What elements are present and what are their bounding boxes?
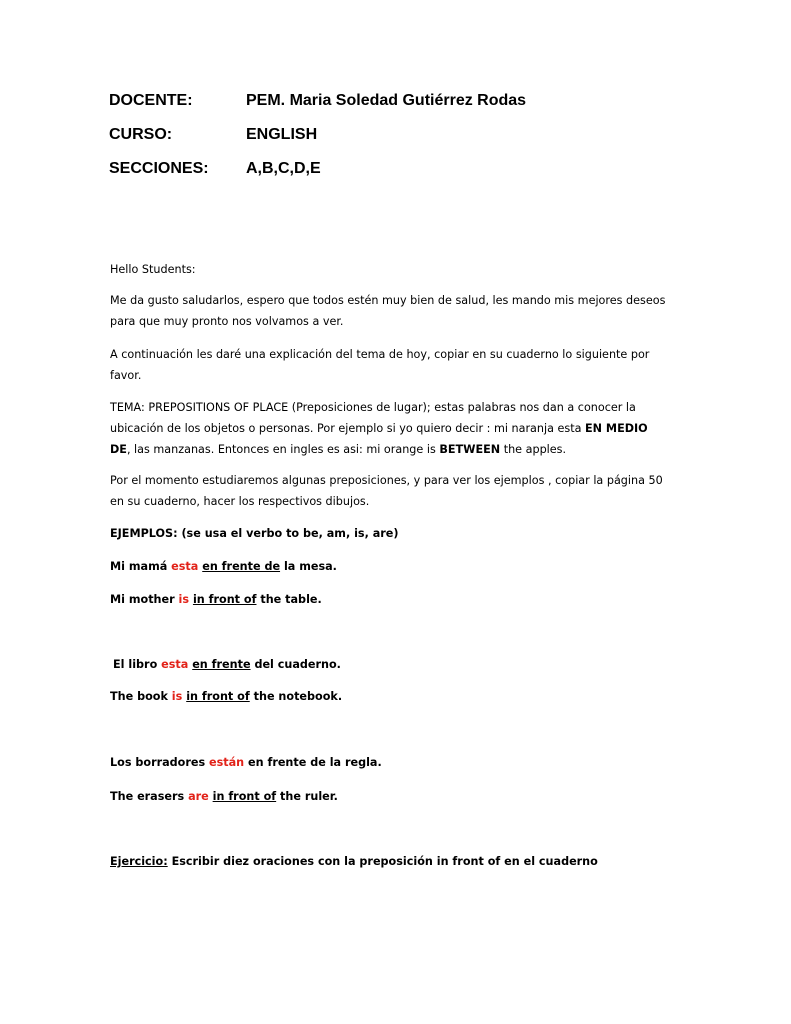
example-1-english-subject: Mi mother <box>110 593 179 606</box>
paragraph-3-line-2 <box>110 418 690 439</box>
example-2-english-subject: The book <box>110 690 172 703</box>
example-1-spanish-preposition: en frente de <box>202 560 281 573</box>
paragraph-3-line-1: TEMA: PREPOSITIONS OF PLACE (Preposiciones de lugar); estas palabras nos dan a conocer la <box>110 401 636 414</box>
example-1-english-verb: is <box>178 593 190 606</box>
example-3-spanish-object: en frente de la regla. <box>244 756 382 769</box>
example-2-english <box>110 686 690 707</box>
paragraph-4 <box>110 470 690 512</box>
paragraph-1 <box>110 290 690 332</box>
example-2-spanish-preposition: en frente <box>192 658 251 671</box>
example-1-spanish-verb: esta <box>171 560 199 573</box>
example-2-english-preposition: in front of <box>186 690 250 703</box>
example-2-english-verb: is <box>171 690 183 703</box>
between-emphasis: BETWEEN <box>439 443 501 456</box>
example-3-spanish <box>110 752 690 773</box>
paragraph-3-line-3-text-b: the apples. <box>500 443 567 456</box>
greeting <box>110 259 690 280</box>
example-2-spanish-subject: El libro <box>113 658 162 671</box>
curso-value: ENGLISH <box>246 126 318 143</box>
paragraph-4-line-1: Por el momento estudiaremos algunas preposiciones, y para ver los ejemplos , copiar la página 50 <box>110 474 663 487</box>
example-3-english-subject: The erasers <box>110 790 189 803</box>
example-1-english <box>110 589 690 610</box>
example-2-spanish-verb: esta <box>161 658 189 671</box>
examples-heading-text: EJEMPLOS: (se usa el verbo to be, am, is, are) <box>110 527 399 540</box>
paragraph-3 <box>110 397 690 460</box>
example-3-spanish-verb: están <box>209 756 245 769</box>
en-medio-emphasis: EN MEDIO <box>585 422 648 435</box>
example-3-spanish-subject: Los borradores <box>110 756 209 769</box>
exercise-text: Escribir diez oraciones con la preposición in front of en el cuaderno <box>167 855 598 868</box>
paragraph-2-line-1: A continuación les daré una explicación del tema de hoy, copiar en su cuaderno lo siguiente por <box>110 348 650 361</box>
curso-row <box>109 125 317 145</box>
example-1-english-object: the table. <box>256 593 322 606</box>
curso-label: CURSO: <box>109 126 173 143</box>
paragraph-2-line-2: favor. <box>110 369 142 382</box>
greeting-text: Hello Students: <box>110 263 196 276</box>
paragraph-3-line-2-text: ubicación de los objetos o personas. Por ejemplo si yo quiero decir : mi naranja esta <box>110 422 586 435</box>
example-2-spanish-object: del cuaderno. <box>250 658 341 671</box>
docente-value: PEM. Maria Soledad Gutiérrez Rodas <box>246 92 527 109</box>
example-3-english <box>110 786 690 807</box>
paragraph-1-line-1: Me da gusto saludarlos, espero que todos estén muy bien de salud, les mando mis mejores deseos <box>110 294 666 307</box>
exercise <box>110 851 690 872</box>
example-1-spanish-object: la mesa. <box>280 560 337 573</box>
docente-row <box>109 91 526 111</box>
secciones-row <box>109 159 321 179</box>
docente-label: DOCENTE: <box>109 92 193 109</box>
de-emphasis: DE <box>110 443 127 456</box>
example-3-english-preposition: in front of <box>212 790 277 803</box>
example-1-spanish <box>110 556 690 577</box>
secciones-value: A,B,C,D,E <box>246 160 321 177</box>
example-2-spanish <box>113 654 693 675</box>
example-3-english-verb: are <box>188 790 209 803</box>
examples-heading <box>110 523 690 544</box>
paragraph-2 <box>110 344 690 386</box>
secciones-label: SECCIONES: <box>109 160 209 177</box>
example-1-english-preposition: in front of <box>192 593 257 606</box>
paragraph-4-line-2: en su cuaderno, hacer los respectivos dibujos. <box>110 495 370 508</box>
paragraph-3-line-3 <box>110 439 690 460</box>
paragraph-3-line-3-text-a: , las manzanas. Entonces en ingles es asi: mi orange is <box>126 443 440 456</box>
paragraph-1-line-2: para que muy pronto nos volvamos a ver. <box>110 315 344 328</box>
example-2-english-object: the notebook. <box>249 690 343 703</box>
example-3-english-object: the ruler. <box>276 790 338 803</box>
exercise-label: Ejercicio: <box>110 855 168 868</box>
example-1-spanish-subject: Mi mamá <box>110 560 172 573</box>
